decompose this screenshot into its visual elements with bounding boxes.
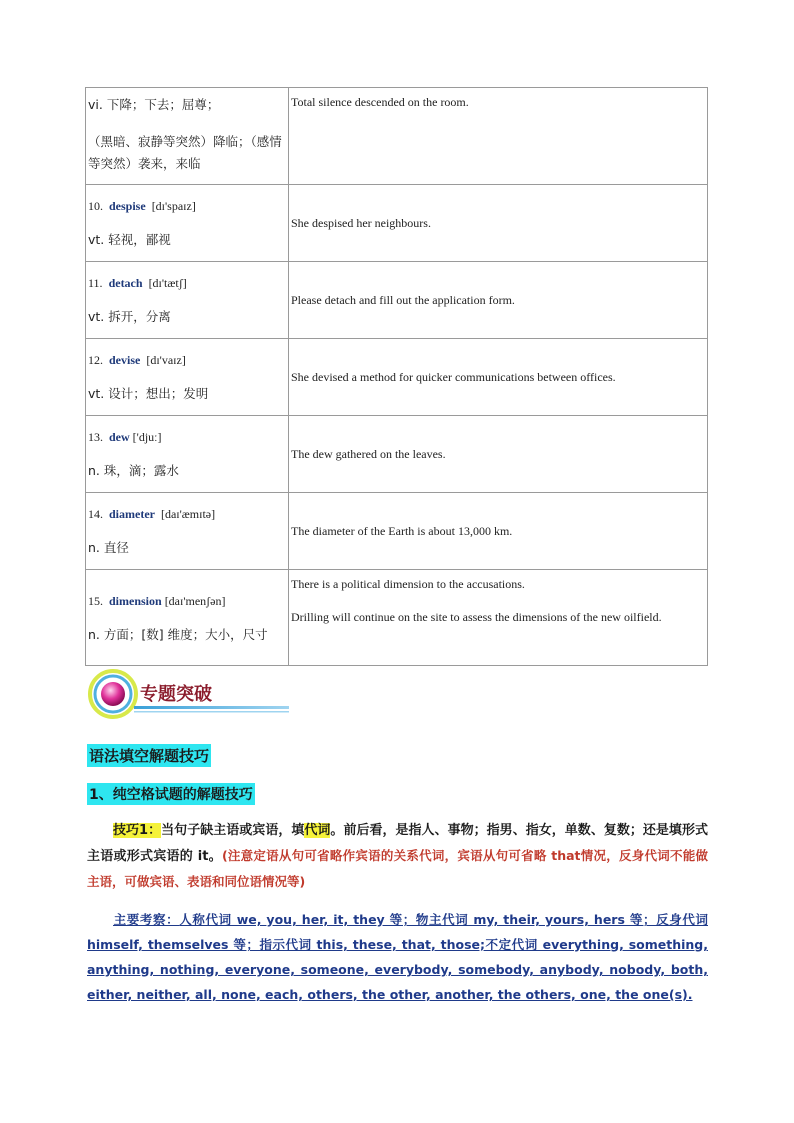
word-cell <box>86 262 289 339</box>
example-cell <box>289 262 708 339</box>
definition-line: n. 直径 <box>88 540 129 555</box>
example-sentence: There is a political dimension to the accusations. <box>291 577 525 591</box>
entry-number: 10. <box>88 199 103 213</box>
example-sentence: Total silence descended on the room. <box>291 95 469 109</box>
focus-paragraph <box>87 907 708 1007</box>
headword: devise <box>109 353 141 367</box>
example-cell <box>289 339 708 416</box>
definition-line: vt. 拆开，分离 <box>88 309 171 324</box>
example-cell <box>289 185 708 262</box>
word-cell <box>86 88 289 185</box>
table-row <box>86 185 708 262</box>
tip-text: 。前后看，是指人、事物；指男、指女，单数、复数；还是填形式主语或形式宾语的 it。 <box>87 823 708 864</box>
section-banner <box>86 668 291 720</box>
entry-number: 13. <box>88 430 103 444</box>
tip-note: (注意定语从句可省略作宾语的关系代词，宾语从句可省略 that情况，反身代词不能做主语，可做宾语、表语和同位语情况等) <box>87 848 708 889</box>
word-cell <box>86 416 289 493</box>
entry-number: 14. <box>88 507 103 521</box>
example-cell <box>289 416 708 493</box>
headword: dew <box>109 430 130 444</box>
tip-text: 当句子缺主语或宾语，填 <box>161 823 305 838</box>
section-heading: 语法填空解题技巧 <box>87 744 211 767</box>
word-cell <box>86 493 289 570</box>
example-cell <box>289 570 708 666</box>
phonetic: [daɪ'menʃən] <box>164 593 226 608</box>
example-sentence: Drilling will continue on the site to assess the dimensions of the new oilfield. <box>291 610 662 624</box>
example-sentence: The diameter of the Earth is about 13,000 km. <box>291 524 513 538</box>
tip-label: 技巧1： <box>113 823 162 838</box>
phonetic: [dɪ'vaɪz] <box>146 353 186 367</box>
entry-number: 11. <box>88 276 103 290</box>
example-sentence: The dew gathered on the leaves. <box>291 447 446 461</box>
table-row <box>86 570 708 666</box>
sub-heading: 1、纯空格试题的解题技巧 <box>87 783 255 805</box>
headword: despise <box>109 199 146 213</box>
word-cell <box>86 339 289 416</box>
headword: detach <box>108 276 143 290</box>
example-sentence: She despised her neighbours. <box>291 216 431 230</box>
headword: diameter <box>109 507 155 521</box>
focus-text: 人称代词 we, you, her, it, they 等；物主代词 my, their, yours, hers 等；反身代词 himself, themselves 等；指示代词 this, these, that, those;不定代词 everything, something, anything, nothing, everyone, someone, everybody, somebody, anybody, nobody, both, either, neither, all, none, each, others, the other, another, the others, one, the one(s). <box>87 912 708 1002</box>
tip-highlight: 代词 <box>304 823 331 838</box>
phonetic: ['djuː] <box>132 430 162 444</box>
example-cell <box>289 493 708 570</box>
entry-number: 12. <box>88 353 103 367</box>
definition-line: n. 珠，滴；露水 <box>88 463 179 478</box>
word-cell <box>86 185 289 262</box>
table-row <box>86 88 708 185</box>
headword: dimension <box>109 593 162 608</box>
example-sentence: Please detach and fill out the application form. <box>291 293 515 307</box>
table-row <box>86 493 708 570</box>
table-row <box>86 339 708 416</box>
focus-lead: 主要考察： <box>113 912 180 927</box>
definition-line: vi. 下降；下去；屈尊； <box>88 97 220 112</box>
table-row <box>86 416 708 493</box>
table-row <box>86 262 708 339</box>
vocabulary-table <box>85 87 708 666</box>
example-sentence: She devised a method for quicker communications between offices. <box>291 370 616 384</box>
definition-line: （黑暗、寂静等突然）降临；（感情等突然）袭来，来临 <box>88 134 282 171</box>
entry-number: 15. <box>88 593 103 608</box>
example-cell <box>289 88 708 185</box>
phonetic: [dɪ'spaɪz] <box>151 199 196 213</box>
phonetic: [dɪ'tætʃ] <box>148 276 187 290</box>
tip-paragraph <box>87 818 708 895</box>
definition-line: vt. 轻视，鄙视 <box>88 232 171 247</box>
word-cell <box>86 570 289 666</box>
definition-line: vt. 设计；想出；发明 <box>88 386 209 401</box>
definition-line: n. 方面；[数] 维度；大小，尺寸 <box>88 626 268 642</box>
phonetic: [daɪ'æmɪtə] <box>160 507 216 521</box>
banner-title: 专题突破 <box>140 684 212 705</box>
